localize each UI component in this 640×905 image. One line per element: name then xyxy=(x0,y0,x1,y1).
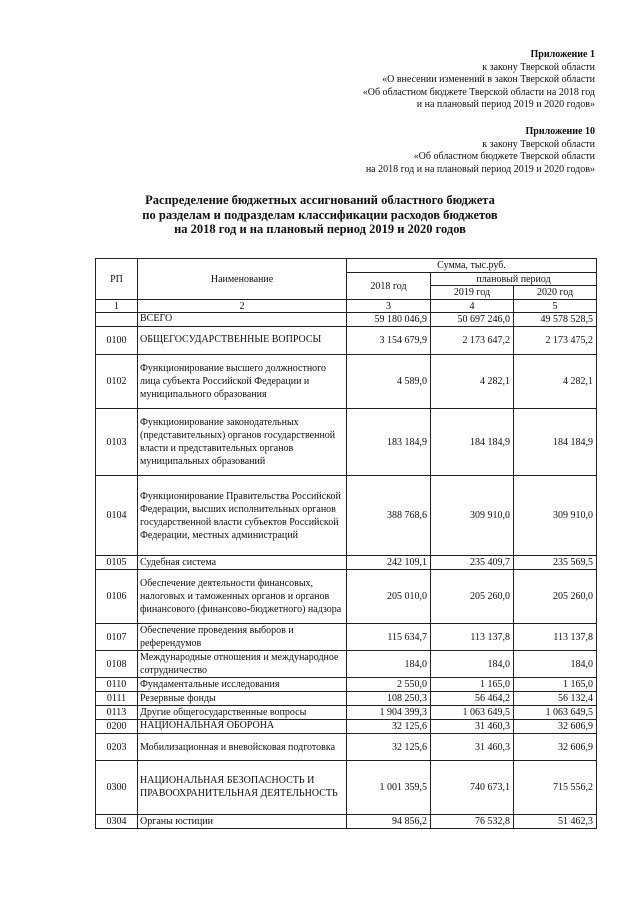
row-value-2018: 94 856,2 xyxy=(347,815,431,829)
row-value-2019: 205 260,0 xyxy=(431,570,514,624)
row-value-2019: 1 063 649,5 xyxy=(431,706,514,720)
header-planned-period: плановый период xyxy=(431,273,597,286)
row-value-2019: 2 173 647,2 xyxy=(431,327,514,355)
table-row xyxy=(96,651,597,678)
row-value-2020: 51 462,3 xyxy=(514,815,597,829)
row-code: 0113 xyxy=(96,706,138,720)
row-value-2018: 32 125,6 xyxy=(347,734,431,761)
row-value-2018: 205 010,0 xyxy=(347,570,431,624)
row-value-2020: 32 606,9 xyxy=(514,734,597,761)
column-index: 3 xyxy=(347,300,431,313)
table-row xyxy=(96,409,597,476)
header-2019: 2019 год xyxy=(431,286,514,300)
header-2020: 2020 год xyxy=(514,286,597,300)
row-name: Другие общегосударственные вопросы xyxy=(138,706,347,720)
appendix-1-line: «О внесении изменений в закон Тверской области xyxy=(382,74,595,85)
row-code: 0110 xyxy=(96,678,138,692)
table-row xyxy=(96,327,597,355)
column-index: 2 xyxy=(138,300,347,313)
row-value-2018: 2 550,0 xyxy=(347,678,431,692)
row-name: Международные отношения и международное сотрудничество xyxy=(138,651,347,678)
table-row xyxy=(96,692,597,706)
row-code: 0203 xyxy=(96,734,138,761)
row-value-2019: 309 910,0 xyxy=(431,476,514,556)
row-code: 0304 xyxy=(96,815,138,829)
appendix-1-header xyxy=(363,49,595,112)
row-value-2020: 56 132,4 xyxy=(514,692,597,706)
appendix-1-title: Приложение 1 xyxy=(530,49,595,60)
row-value-2020: 49 578 528,5 xyxy=(514,313,597,327)
row-code: 0104 xyxy=(96,476,138,556)
row-value-2020: 1 063 649,5 xyxy=(514,706,597,720)
row-code: 0103 xyxy=(96,409,138,476)
row-code: 0108 xyxy=(96,651,138,678)
row-name: Фундаментальные исследования xyxy=(138,678,347,692)
row-value-2018: 1 001 359,5 xyxy=(347,761,431,815)
table-row xyxy=(96,706,597,720)
row-name: Резервные фонды xyxy=(138,692,347,706)
table-row xyxy=(96,355,597,409)
row-value-2020: 184 184,9 xyxy=(514,409,597,476)
header-name: Наименование xyxy=(138,259,347,300)
document-title-line: на 2018 год и на плановый период 2019 и 2020 годов xyxy=(174,222,466,236)
row-value-2020: 113 137,8 xyxy=(514,624,597,651)
table-row xyxy=(96,720,597,734)
row-value-2020: 2 173 475,2 xyxy=(514,327,597,355)
row-value-2019: 31 460,3 xyxy=(431,720,514,734)
row-name: Обеспечение деятельности финансовых, налоговых и таможенных органов и органов финансового (финансово-бюджетного) надзора xyxy=(138,570,347,624)
row-name: Судебная система xyxy=(138,556,347,570)
row-value-2019: 235 409,7 xyxy=(431,556,514,570)
row-code: 0102 xyxy=(96,355,138,409)
row-value-2019: 56 464,2 xyxy=(431,692,514,706)
row-code: 0111 xyxy=(96,692,138,706)
row-name: Функционирование Правительства Российской Федерации, высших исполнительных органов государственной власти субъектов Российской Федерации, местных администраций xyxy=(138,476,347,556)
row-name: Функционирование высшего должностного лица субъекта Российской Федерации и муниципального образования xyxy=(138,355,347,409)
row-value-2020: 32 606,9 xyxy=(514,720,597,734)
row-value-2019: 4 282,1 xyxy=(431,355,514,409)
appendix-10-title: Приложение 10 xyxy=(525,126,595,137)
budget-table xyxy=(95,258,597,829)
row-value-2019: 184,0 xyxy=(431,651,514,678)
row-name: НАЦИОНАЛЬНАЯ БЕЗОПАСНОСТЬ И ПРАВООХРАНИТЕЛЬНАЯ ДЕЯТЕЛЬНОСТЬ xyxy=(138,761,347,815)
row-value-2019: 31 460,3 xyxy=(431,734,514,761)
row-value-2020: 1 165,0 xyxy=(514,678,597,692)
table-row xyxy=(96,570,597,624)
row-name: Функционирование законодательных (представительных) органов государственной власти и представительных органов муниципальных образований xyxy=(138,409,347,476)
row-value-2018: 184,0 xyxy=(347,651,431,678)
table-row xyxy=(96,556,597,570)
appendix-10-header xyxy=(366,126,595,176)
row-name: Обеспечение проведения выборов и референдумов xyxy=(138,624,347,651)
row-value-2018: 4 589,0 xyxy=(347,355,431,409)
appendix-10-line: «Об областном бюджете Тверской области xyxy=(413,151,595,162)
appendix-1-line: к закону Тверской области xyxy=(482,61,595,73)
document-title-line: по разделам и подразделам классификации расходов бюджетов xyxy=(142,207,498,222)
row-value-2018: 59 180 046,9 xyxy=(347,313,431,327)
table-body xyxy=(96,313,597,829)
row-value-2018: 3 154 679,9 xyxy=(347,327,431,355)
row-code: 0106 xyxy=(96,570,138,624)
appendix-1-line: и на плановый период 2019 и 2020 годов» xyxy=(416,99,595,110)
row-value-2018: 183 184,9 xyxy=(347,409,431,476)
row-name: Органы юстиции xyxy=(138,815,347,829)
row-value-2019: 113 137,8 xyxy=(431,624,514,651)
row-value-2018: 242 109,1 xyxy=(347,556,431,570)
row-value-2018: 108 250,3 xyxy=(347,692,431,706)
row-value-2018: 388 768,6 xyxy=(347,476,431,556)
row-value-2020: 235 569,5 xyxy=(514,556,597,570)
header-sum: Сумма, тыс.руб. xyxy=(347,259,597,273)
row-value-2018: 115 634,7 xyxy=(347,624,431,651)
row-code: 0107 xyxy=(96,624,138,651)
row-value-2019: 76 532,8 xyxy=(431,815,514,829)
header-2018: 2018 год xyxy=(347,273,431,300)
table-row xyxy=(96,624,597,651)
table-row xyxy=(96,761,597,815)
row-value-2018: 32 125,6 xyxy=(347,720,431,734)
row-code: 0200 xyxy=(96,720,138,734)
row-value-2020: 184,0 xyxy=(514,651,597,678)
row-name: ВСЕГО xyxy=(138,313,347,327)
row-value-2019: 740 673,1 xyxy=(431,761,514,815)
table-row xyxy=(96,313,597,327)
table-row xyxy=(96,815,597,829)
document-title xyxy=(0,193,640,237)
table-row xyxy=(96,734,597,761)
row-name: Мобилизационная и вневойсковая подготовка xyxy=(138,734,347,761)
row-name: ОБЩЕГОСУДАРСТВЕННЫЕ ВОПРОСЫ xyxy=(138,327,347,355)
row-value-2018: 1 904 399,3 xyxy=(347,706,431,720)
row-value-2019: 50 697 246,0 xyxy=(431,313,514,327)
row-code xyxy=(96,313,138,327)
column-index: 4 xyxy=(431,300,514,313)
row-name: НАЦИОНАЛЬНАЯ ОБОРОНА xyxy=(138,720,347,734)
appendix-10-line: к закону Тверской области xyxy=(482,138,595,150)
row-value-2019: 1 165,0 xyxy=(431,678,514,692)
appendix-10-line: на 2018 год и на плановый период 2019 и 2020 годов» xyxy=(365,163,595,175)
header-rp: РП xyxy=(96,259,138,300)
column-index: 5 xyxy=(514,300,597,313)
appendix-1-line: «Об областном бюджете Тверской области на 2018 год xyxy=(362,86,595,98)
row-value-2020: 205 260,0 xyxy=(514,570,597,624)
row-value-2020: 4 282,1 xyxy=(514,355,597,409)
row-value-2020: 715 556,2 xyxy=(514,761,597,815)
row-value-2019: 184 184,9 xyxy=(431,409,514,476)
table-row xyxy=(96,476,597,556)
row-code: 0105 xyxy=(96,556,138,570)
document-title-line: Распределение бюджетных ассигнований областного бюджета xyxy=(145,193,495,207)
row-code: 0300 xyxy=(96,761,138,815)
row-code: 0100 xyxy=(96,327,138,355)
column-index: 1 xyxy=(96,300,138,313)
row-value-2020: 309 910,0 xyxy=(514,476,597,556)
table-row xyxy=(96,678,597,692)
